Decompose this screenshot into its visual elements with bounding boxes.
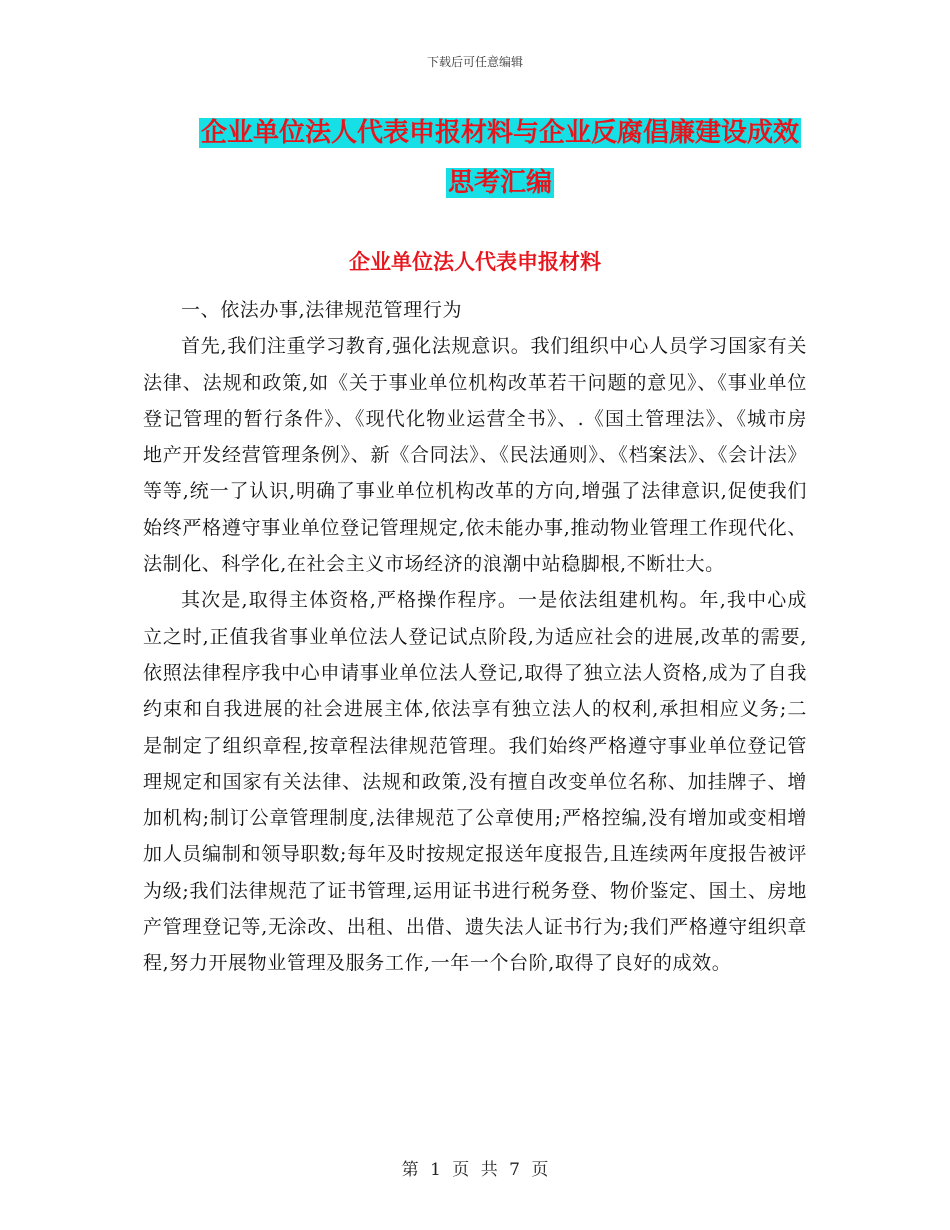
page-footer: 第 1 页 共 7 页 bbox=[401, 1160, 549, 1180]
document-title-line-1: 企业单位法人代表申报材料与企业反腐倡廉建设成效 bbox=[200, 118, 799, 148]
paragraph: 首先,我们注重学习教育,强化法规意识。我们组织中心人员学习国家有关法律、法规和政策,如《关于事业单位机构改革若干问题的意见》、《事业单位登记管理的暂行条件》、《现代化物业运营全书》、.《国土管理法》、《城市房地产开发经营管理条例》、新《合同法》、《民法通则》、《档案法》、《会计法》等等,统一了认识,明确了事业单位机构改革的方向,增强了法律意识,促使我们始终严格遵守事业单位登记管理规定,依未能办事,推动物业管理工作现代化、法制化、科学化,在社会主义市场经济的浪潮中站稳脚根,不断壮大。 bbox=[143, 335, 807, 576]
section-title: 企业单位法人代表申报材料 bbox=[349, 250, 601, 274]
paragraph-heading: 一、依法办事,法律规范管理行为 bbox=[181, 299, 463, 321]
document-title-line-2: 思考汇编 bbox=[447, 168, 552, 198]
document-title bbox=[190, 108, 810, 208]
body-text bbox=[143, 292, 807, 982]
paragraph: 其次是,取得主体资格,严格操作程序。一是依法组建机构。年,我中心成立之时,正值我省事业单位法人登记试点阶段,为适应社会的进展,改革的需要,依照法律程序我中心申请事业单位法人登记,取得了独立法人资格,成为了自我约束和自我进展的社会进展主体,依法享有独立法人的权利,承担相应义务;二是制定了组织章程,按章程法律规范管理。我们始终严格遵守事业单位登记管理规定和国家有关法律、法规和政策,没有擅自改变单位名称、加挂牌子、增加机构;制订公章管理制度,法律规范了公章使用;严格控编,没有增加或变相增加人员编制和领导职数;每年及时按规定报送年度报告,且连续两年度报告被评为级;我们法律规范了证书管理,运用证书进行税务登、物价鉴定、国土、房地产管理登记等,无涂改、出租、出借、遗失法人证书行为;我们严格遵守组织章程,努力开展物业管理及服务工作,一年一个台阶,取得了良好的成效。 bbox=[143, 589, 807, 975]
header-note: 下载后可任意编辑 bbox=[426, 55, 523, 69]
